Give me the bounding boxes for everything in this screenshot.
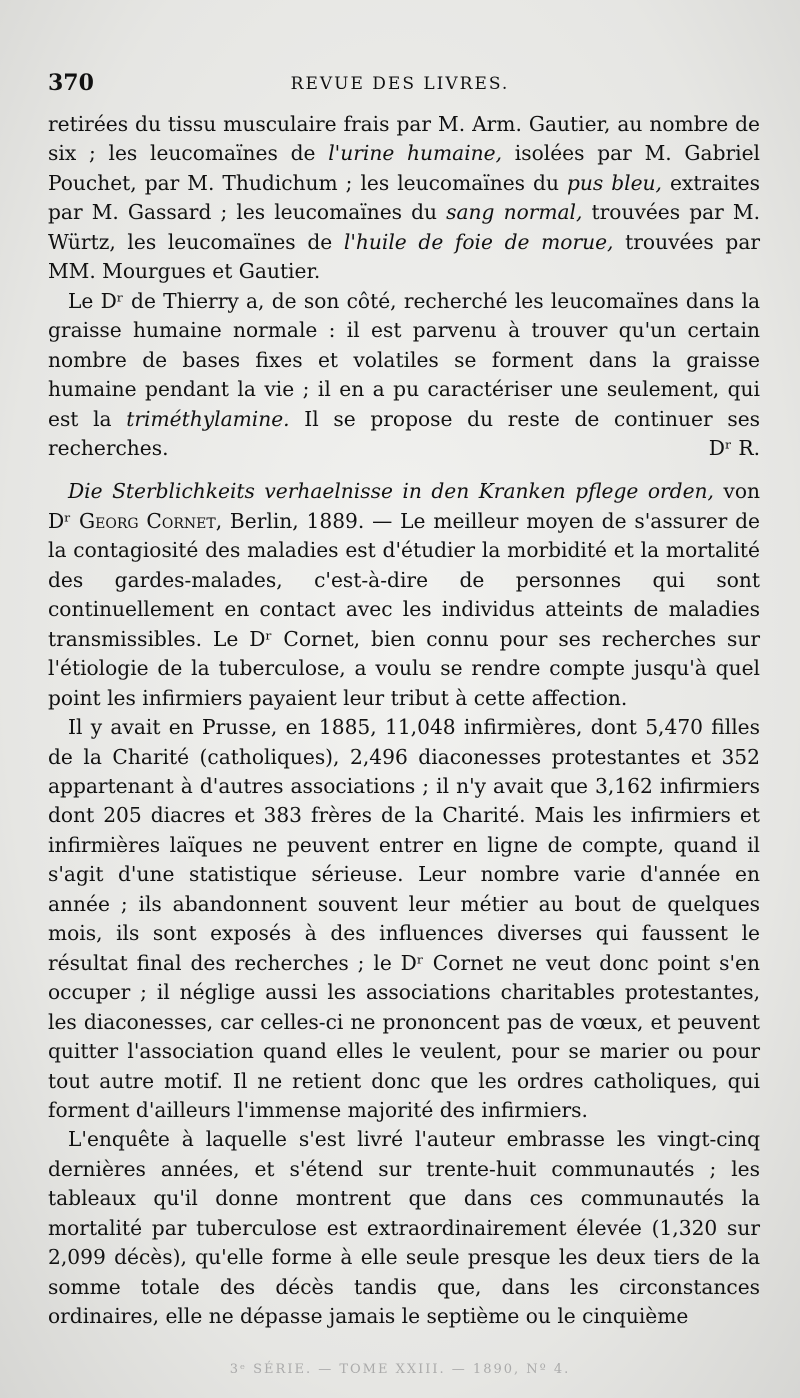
review-entry — [48, 477, 760, 713]
paragraph-leucomaines — [48, 110, 760, 287]
page-body — [48, 110, 760, 1332]
page-number: 370 — [48, 70, 94, 96]
text-run: Il se propose du reste de continuer ses recherches. — [48, 406, 760, 460]
italic-run: sang normal, — [446, 200, 583, 225]
text-run: isolées par M. Gabriel Pouchet, par M. Thudichum ; les leucomaïnes du — [48, 141, 761, 195]
paragraph-enquete: L'enquête à laquelle s'est livré l'auteur embrasse les vingt-cinq dernières années, et s'étend sur trente-huit communautés ; les tableaux qu'il donne montrent que dans ces communautés la mortalité par tuberculose est extraordinairement élevée (1,320 sur 2,099 décès), qu'elle forme à elle seule presque les deux tiers de la somme totale des décès tandis que, dans les circonstances ordinaires, elle ne dépasse jamais le septième ou le cinquième — [48, 1127, 760, 1329]
review-title: Die Sterblichkeits verhaelnisse in den Kranken pflege orden, — [68, 479, 714, 504]
italic-run: l'huile de foie de morue, — [343, 229, 614, 254]
italic-run: l'urine humaine, — [328, 141, 503, 166]
text-run: Le Dʳ de Thierry a, de son côté, recherché les leucomaïnes dans la graisse humaine normale : il est parvenu à trouver qu'un certain nombre de bases fixes et volatiles se forment dans la graisse humaine pendant la vie ; il en a pu caractériser une seulement, qui est la — [48, 288, 760, 431]
page-header — [40, 70, 760, 106]
paragraph-prusse: Il y avait en Prusse, en 1885, 11,048 infirmières, dont 5,470 filles de la Charité (catholiques), 2,496 diaconesses protestantes et 352 appartenant à d'autres associations ; il n'y avait que 3,162 infirmiers dont 205 diacres et 383 frères de la Charité. Mais les infirmiers et infirmières laïques ne peuvent entrer en ligne de compte, quand il s'agit d'une statistique sérieuse. Leur nombre varie d'année en année ; ils abandonnent souvent leur métier au bout de quelques mois, ils sont exposés à des influences diverses qui faussent le résultat final des recherches ; le Dʳ Cornet ne veut donc point s'en occuper ; il néglige aussi les associations charitables protestantes, les diaconesses, car celles-ci ne prononcent pas de vœux, et peuvent quitter l'association quand elles le veulent, pour se marier ou pour tout autre motif. Il ne retient donc que les ordres catholiques, qui forment d'ailleurs l'immense majorité des infirmiers. — [48, 715, 760, 1122]
text-run: von Dʳ — [48, 479, 760, 533]
page-footer: 3ᵉ SÉRIE. — TOME XXIII. — 1890, Nº 4. — [229, 1362, 571, 1377]
text-run: trouvées par MM. Mourgues et Gautier. — [48, 229, 761, 284]
italic-run: pus bleu, — [566, 170, 662, 195]
text-run: retirées du tissu musculaire frais par M. Arm. Gautier, au nombre de six ; les leucomaïnes de — [48, 112, 760, 166]
text-run: trouvées par M. Würtz, les leucomaïnes de — [48, 200, 760, 254]
paragraph-thierry — [48, 287, 760, 464]
review-author: Georg Cornet — [79, 508, 216, 533]
running-head: REVUE DES LIVRES. — [290, 74, 510, 94]
text-run: extraites par M. Gassard ; les leucomaïnes du — [48, 170, 760, 225]
text-run: , Berlin, 1889. — Le meilleur moyen de s'assurer de la contagiosité des maladies est d'étudier la morbidité et la mortalité des gardes-malades, c'est-à-dire de personnes qui sont continuellement en contact avec les individus atteints de maladies transmissibles. Le Dʳ Cornet, bien connu pour ses recherches sur l'étiologie de la tuberculose, a voulu se rendre compte jusqu'à quel point les infirmiers payaient leur tribut à cette affection. — [48, 508, 760, 710]
italic-run: triméthylamine. — [126, 406, 290, 431]
signature: Dʳ R. — [708, 435, 760, 460]
